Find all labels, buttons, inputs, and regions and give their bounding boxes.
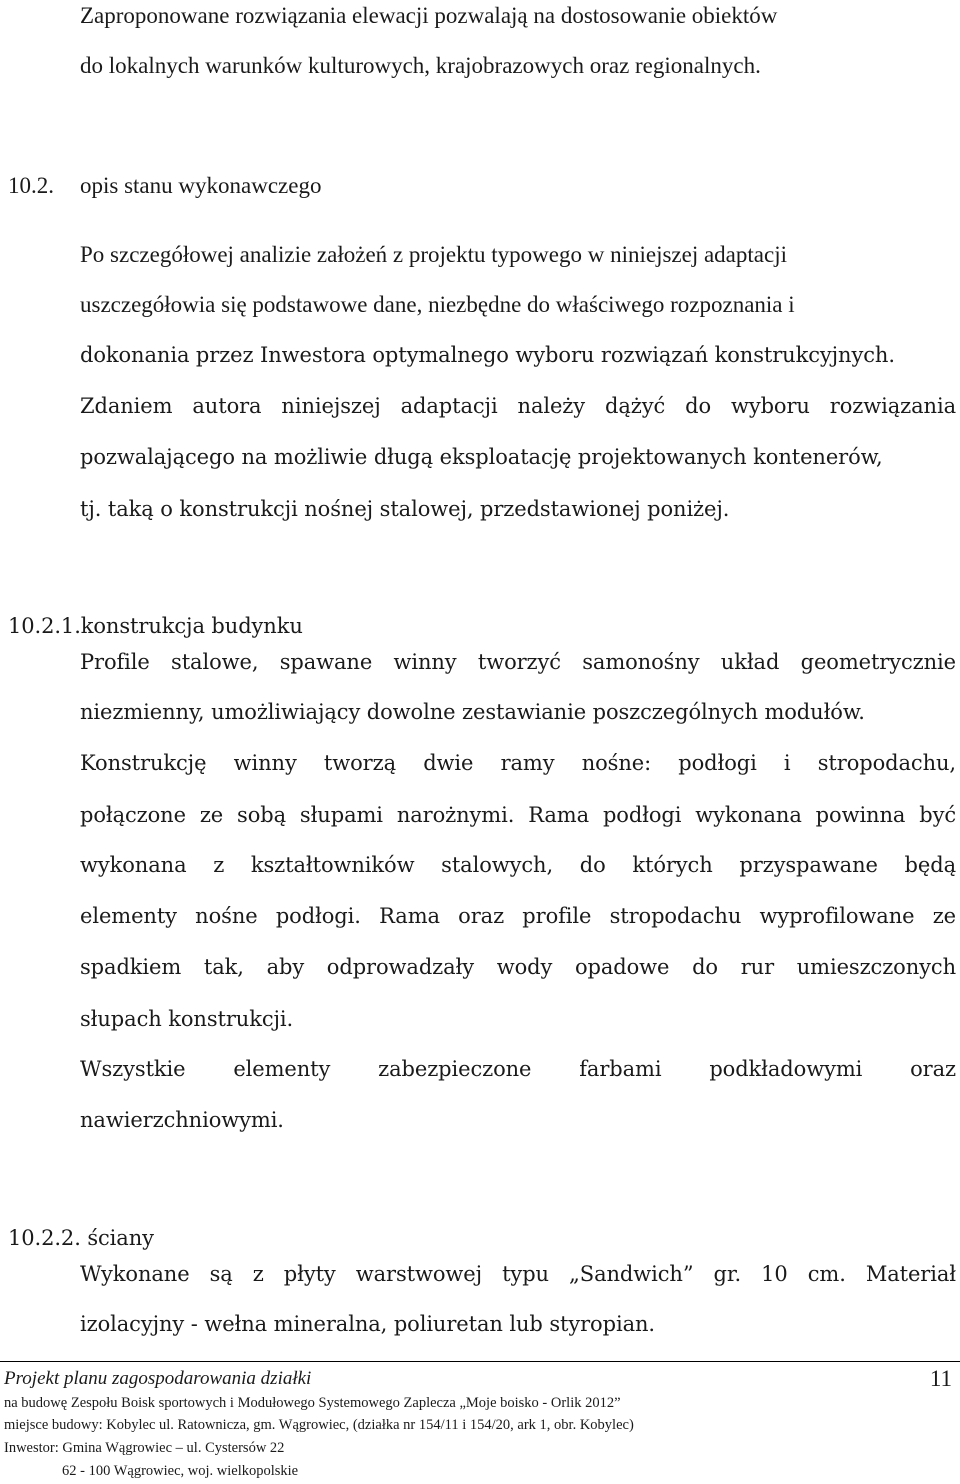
paragraph-line: uszczegółowia się podstawowe dane, niezbędne do właściwego rozpoznania i (80, 292, 795, 317)
paragraph-line: Konstrukcję winny tworzą dwie ramy nośne: podłogi i stropodachu, (80, 751, 956, 775)
footer-line: 62 - 100 Wągrowiec, woj. wielkopolskie (62, 1463, 299, 1479)
paragraph-line: Po szczegółowej analizie założeń z projektu typowego w niniejszej adaptacji (80, 242, 787, 267)
paragraph-line: tj. taką o konstrukcji nośnej stalowej, przedstawionej poniżej. (80, 497, 730, 521)
paragraph-line: elementy nośne podłogi. Rama oraz profile stropodachu wyprofilowane ze (80, 904, 956, 928)
footer-line: miejsce budowy: Kobylec ul. Ratownicza, gm. Wągrowiec, (działka nr 154/11 i 154/20, ark 1, obr. Kobylec) (4, 1417, 634, 1433)
paragraph-line: Wykonane są z płyty warstwowej typu „Sandwich” gr. 10 cm. Materiał (80, 1262, 956, 1286)
paragraph-line: wykonana z kształtowników stalowych, do których przyspawane będą (80, 853, 956, 877)
paragraph-line: słupach konstrukcji. (80, 1007, 294, 1031)
paragraph-line: spadkiem tak, aby odprowadzały wody opadowe do rur umieszczonych (80, 955, 956, 979)
paragraph-line: Wszystkie elementy zabezpieczone farbami podkładowymi oraz (80, 1057, 956, 1081)
paragraph-line: dokonania przez Inwestora optymalnego wyboru rozwiązań konstrukcyjnych. (80, 343, 895, 367)
paragraph-line: Zdaniem autora niniejszej adaptacji należy dążyć do wyboru rozwiązania (80, 394, 956, 418)
section-number: 10.2. (8, 173, 54, 198)
section-title: opis stanu wykonawczego (80, 173, 322, 198)
page-number: 11 (929, 1366, 952, 1391)
paragraph-line: Zaproponowane rozwiązania elewacji pozwalają na dostosowanie obiektów (80, 3, 778, 28)
paragraph-line: Profile stalowe, spawane winny tworzyć samonośny układ geometrycznie (80, 650, 956, 674)
footer-line: Inwestor: Gmina Wągrowiec – ul. Cystersów 22 (4, 1440, 285, 1456)
paragraph-line: niezmienny, umożliwiający dowolne zestawianie poszczególnych modułów. (80, 700, 865, 724)
footer-line: na budowę Zespołu Boisk sportowych i Modułowego Systemowego Zaplecza „Moje boisko - Orlik 2012” (4, 1395, 621, 1411)
subsection-heading: 10.2.2. ściany (8, 1226, 154, 1250)
subsection-heading: 10.2.1.konstrukcja budynku (8, 614, 303, 638)
paragraph-line: pozwalającego na możliwie długą eksploatację projektowanych kontenerów, (80, 445, 883, 469)
footer-title: Projekt planu zagospodarowania działki (4, 1368, 312, 1389)
footer-divider (0, 1361, 960, 1362)
paragraph-line: nawierzchniowymi. (80, 1108, 284, 1132)
paragraph-line: połączone ze sobą słupami narożnymi. Rama podłogi wykonana powinna być (80, 803, 956, 827)
paragraph-line: do lokalnych warunków kulturowych, krajobrazowych oraz regionalnych. (80, 53, 761, 78)
paragraph-line: izolacyjny - wełna mineralna, poliuretan lub styropian. (80, 1312, 655, 1336)
